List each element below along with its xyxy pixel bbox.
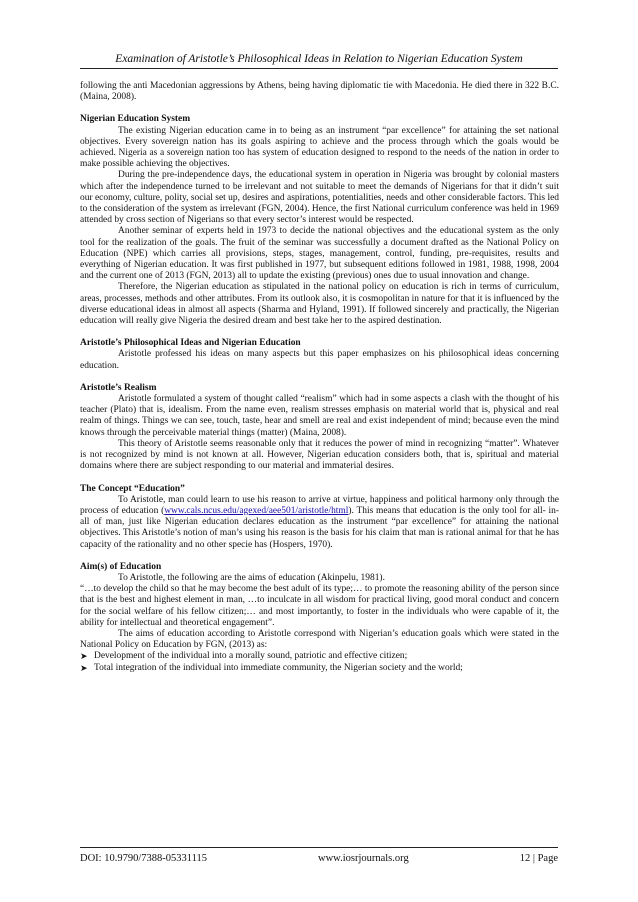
paragraph-text: ). This means that education is the only tool for all- in-all of man, just like Nigerian education declares education as the instrument “par excellence” for attaining the national objectives. This Aristotle’s notion of man’s using his reason is the basis for his claim that man is rational animal for that he has capacity of the rationality and no other specie has (Hospers, 1970). [80, 505, 559, 550]
doi-text: DOI: 10.9790/7388-05331115 [80, 853, 207, 864]
section-heading: Aim(s) of Education [80, 561, 162, 572]
paragraph-text: To Aristotle, man could learn to use his reason to arrive at virtue, happiness and political harmony only through the process of education ( [80, 494, 559, 516]
paragraph: The aims of education according to Aristotle correspond with Nigerian’s education goals which were stated in the National Policy on Education by FGN, (2013) as: [80, 628, 559, 651]
paragraph: following the anti Macedonian aggressions by Athens, being having diplomatic tie with Macedonia. He died there in 322 B.C. (Maina, 2008). [80, 81, 559, 103]
paragraph: During the pre-independence days, the educational system in operation in Nigeria was brought by colonial masters which after the independence turned to be irrelevant and not suitable to meet the demands of Nigerians for that it didn’t suit our economy, culture, polity, social set up, desires and aspirations, potentialities, needs and other considerable factors. This led to the consideration of the system as irrelevant (FGN, 2004). Hence, the first National curriculum conference was held in 1969 attended by cross section of Nigerians so that every sector’s interest would be respected. [80, 170, 559, 226]
quotation: “…to develop the child so that he may become the best adult of its type;… to promote the reasoning ability of the person since that is the best and highest element in man, …to inculcate in all wisdom for practical living, good moral conduct and concern for the social welfare of his fellow citizen;… and most importantly, to foster in the individuals who were capable of it, the ability for intellectual and theoretical engagement”. [80, 584, 559, 628]
section-heading: Aristotle’s Realism [80, 382, 157, 393]
page-number: 12 | Page [519, 853, 558, 864]
bullet-item [80, 663, 559, 674]
paragraph: Therefore, the Nigerian education as stipulated in the national policy on education is rich in terms of curriculum, areas, processes, methods and other attributes. From its outlook also, it is cosmopolitan in nature for that it is influenced by the diverse educational ideas in almost all aspects (Sharma and Hyland, 1991). If followed sincerely and practically, the Nigerian education will really give Nigeria the desired dream and best take her to the aspired destination. [80, 282, 559, 327]
paragraph: Aristotle professed his ideas on many aspects but this paper emphasizes on his philosophical ideas concerning education. [80, 349, 559, 371]
paragraph: The existing Nigerian education came in to being as an instrument “par excellence” for attaining the set national objectives. Every sovereign nation has its goals aspiring to achieve and the process through which the goals would be achieved. Nigeria as a sovereign nation too has system of education designed to respond to the needs of the nation in order to make possible achieving the objectives. [80, 125, 559, 170]
journal-url[interactable]: www.iosrjournals.org [318, 853, 409, 864]
bullet-text: Development of the individual into a morally sound, patriotic and effective citizen; [94, 651, 408, 662]
paragraph: To Aristotle, the following are the aims of education (Akinpelu, 1981). [118, 572, 385, 583]
paragraph: This theory of Aristotle seems reasonable only that it reduces the power of mind in recognizing “matter”. Whatever is not recognized by mind is not known at all. However, Nigerian education considers both, that is, spiritual and material domains where there are subject responding to our material and immaterial desires. [80, 438, 559, 472]
reference-link[interactable]: www.cals.ncus.edu/agexed/aee501/aristotle/html [164, 505, 349, 516]
arrow-bullet-icon: ➤ [80, 651, 88, 662]
running-header: Examination of Aristotle’s Philosophical Ideas in Relation to Nigerian Education System [80, 52, 558, 69]
paragraph: Aristotle formulated a system of thought called “realism” which had in some aspects a clash with the thought of his teacher (Plato) that is, idealism. From the name even, realism stresses emphasis on material world that is, physical and real realm of things. Things we can see, touch, taste, hear and smell are real and exist independent of mind; because even the mind knows through the perceivable material things (matter) (Maina, 2008). [80, 394, 559, 438]
section-heading: Nigerian Education System [80, 114, 191, 125]
section-heading: Aristotle’s Philosophical Ideas and Nigerian Education [80, 338, 301, 349]
paragraph: Another seminar of experts held in 1973 to decide the national objectives and the educational system as the only tool for the realization of the goals. The fruit of the seminar was successfully a document drafted as the National Policy on Education (NPE) which carries all provisions, steps, stages, management, control, funding, pre-requisites, results and everything of Nigerian education. It was first published in 1977, but subsequent editions followed in 1981, 1988, 1998, 2004 and the current one of 2013 (FGN, 2013) all to update the existing (previous) ones due to usual innovation and change. [80, 226, 559, 282]
bullet-item [80, 651, 559, 662]
page-footer [80, 847, 558, 864]
article-body [80, 81, 559, 674]
arrow-bullet-icon: ➤ [80, 662, 88, 673]
paragraph [80, 495, 559, 551]
bullet-text: Total integration of the individual into immediate community, the Nigerian society and the world; [94, 662, 463, 673]
section-heading: The Concept “Education” [80, 483, 185, 494]
